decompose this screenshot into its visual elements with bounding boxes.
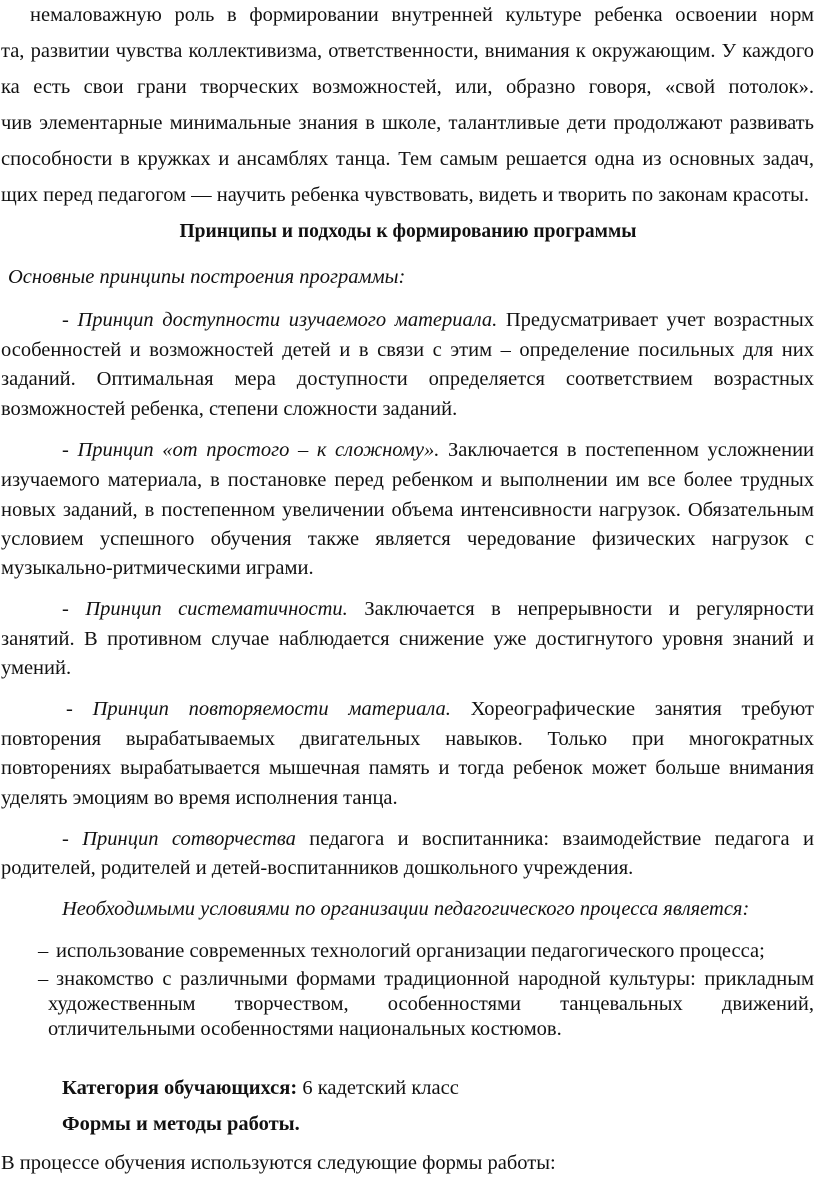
principle-line: музыкально-ритмическими играми.: [1, 557, 314, 579]
forms-title: Формы и методы работы.: [62, 1113, 300, 1135]
principle-text: педагога и воспитанника: взаимодействие педагога и: [295, 828, 815, 850]
principle-prefix: -: [62, 309, 78, 331]
principle-title: Принцип повторяемости материала.: [92, 698, 451, 720]
list-dash: –: [38, 968, 49, 990]
principles-intro: Основные принципы построения программы:: [8, 266, 406, 288]
conditions-title: Необходимыми условиями по организации педагогического процесса является:: [62, 898, 750, 920]
condition-item-line: художественным творчеством, особенностями танцевальных движений,: [48, 993, 814, 1015]
principle-text: Хореографические занятия требуют: [450, 698, 815, 720]
intro-line-6: щих перед педагогом — научить ребенка чувствовать, видеть и творить по законам красоты.: [1, 184, 809, 206]
principle-title: Принцип доступности изучаемого материала.: [77, 309, 498, 331]
principle-title: Принцип систематичности.: [85, 598, 348, 620]
principle-line: уделять эмоциям во время исполнения танца.: [1, 787, 398, 809]
principle-line: новых заданий, в постепенном увеличении объема интенсивности нагрузок. Обязательным: [1, 499, 814, 521]
principle-systematic: [62, 596, 814, 622]
principle-text: Предусматривает учет возрастных: [497, 309, 815, 331]
principle-line: особенностей и возможностей детей и в связи с этим – определение посильных для них: [1, 339, 814, 361]
principle-line: занятий. В противном случае наблюдается снижение уже достигнутого уровня знаний и: [1, 628, 814, 650]
principle-line: умений.: [1, 657, 72, 679]
principle-prefix: -: [66, 698, 93, 720]
intro-line-2: та, развитии чувства коллективизма, ответственности, внимания к окружающим. У каждого: [1, 40, 814, 62]
condition-item: использование современных технологий организации педагогического процесса;: [56, 940, 765, 962]
principle-accessibility: [62, 307, 814, 333]
intro-line-4: чив элементарные минимальные знания в школе, талантливые дети продолжают развивать: [1, 112, 814, 134]
principle-title: Принцип сотворчества: [82, 828, 296, 850]
condition-item-line: отличительными особенностями национальных костюмов.: [48, 1018, 562, 1040]
principle-text: Заключается в постепенном усложнении: [439, 439, 815, 461]
principle-simple-to-complex: [62, 437, 814, 463]
principle-repetition: [66, 696, 814, 722]
principle-line: условием успешного обучения также является чередование физических нагрузок с: [1, 528, 814, 550]
principle-line: возможностей ребенка, степени сложности заданий.: [1, 398, 458, 420]
principle-line: заданий. Оптимальная мера доступности определяется соответствием возрастных: [1, 368, 814, 390]
principle-prefix: -: [62, 828, 83, 850]
principle-line: повторениях вырабатывается мышечная память и тогда ребенок может больше внимания: [1, 757, 814, 779]
category-label: Категория обучающихся:: [62, 1077, 298, 1099]
list-dash: –: [38, 940, 49, 962]
principle-prefix: -: [62, 598, 86, 620]
condition-item: знакомство с различными формами традиционной народной культуры: прикладным: [56, 968, 814, 990]
principle-prefix: -: [62, 439, 78, 461]
intro-line-5: способности в кружках и ансамблях танца. Тем самым решается одна из основных задач,: [1, 148, 814, 170]
category-line: [62, 1075, 459, 1101]
intro-line-3: ка есть свои грани творческих возможностей, или, образно говоря, «свой потолок».: [1, 76, 814, 98]
forms-intro: В процессе обучения используются следующие формы работы:: [1, 1152, 556, 1174]
principle-cocreation: [62, 826, 814, 852]
principle-line: изучаемого материала, в постановке перед ребенком и выполнении им все более трудных: [1, 469, 814, 491]
intro-line-1: немаловажную роль в формировании внутренней культуре ребенка освоении норм: [30, 4, 814, 26]
principle-title: Принцип «от простого – к сложному».: [77, 439, 440, 461]
category-value: 6 кадетский класс: [297, 1077, 459, 1099]
section-title: Принципы и подходы к формированию программы: [179, 221, 637, 242]
principle-line: повторения вырабатываемых двигательных навыков. Только при многократных: [1, 728, 814, 750]
principle-line: родителей, родителей и детей-воспитанников дошкольного учреждения.: [1, 857, 634, 879]
principle-text: Заключается в непрерывности и регулярности: [347, 598, 814, 620]
